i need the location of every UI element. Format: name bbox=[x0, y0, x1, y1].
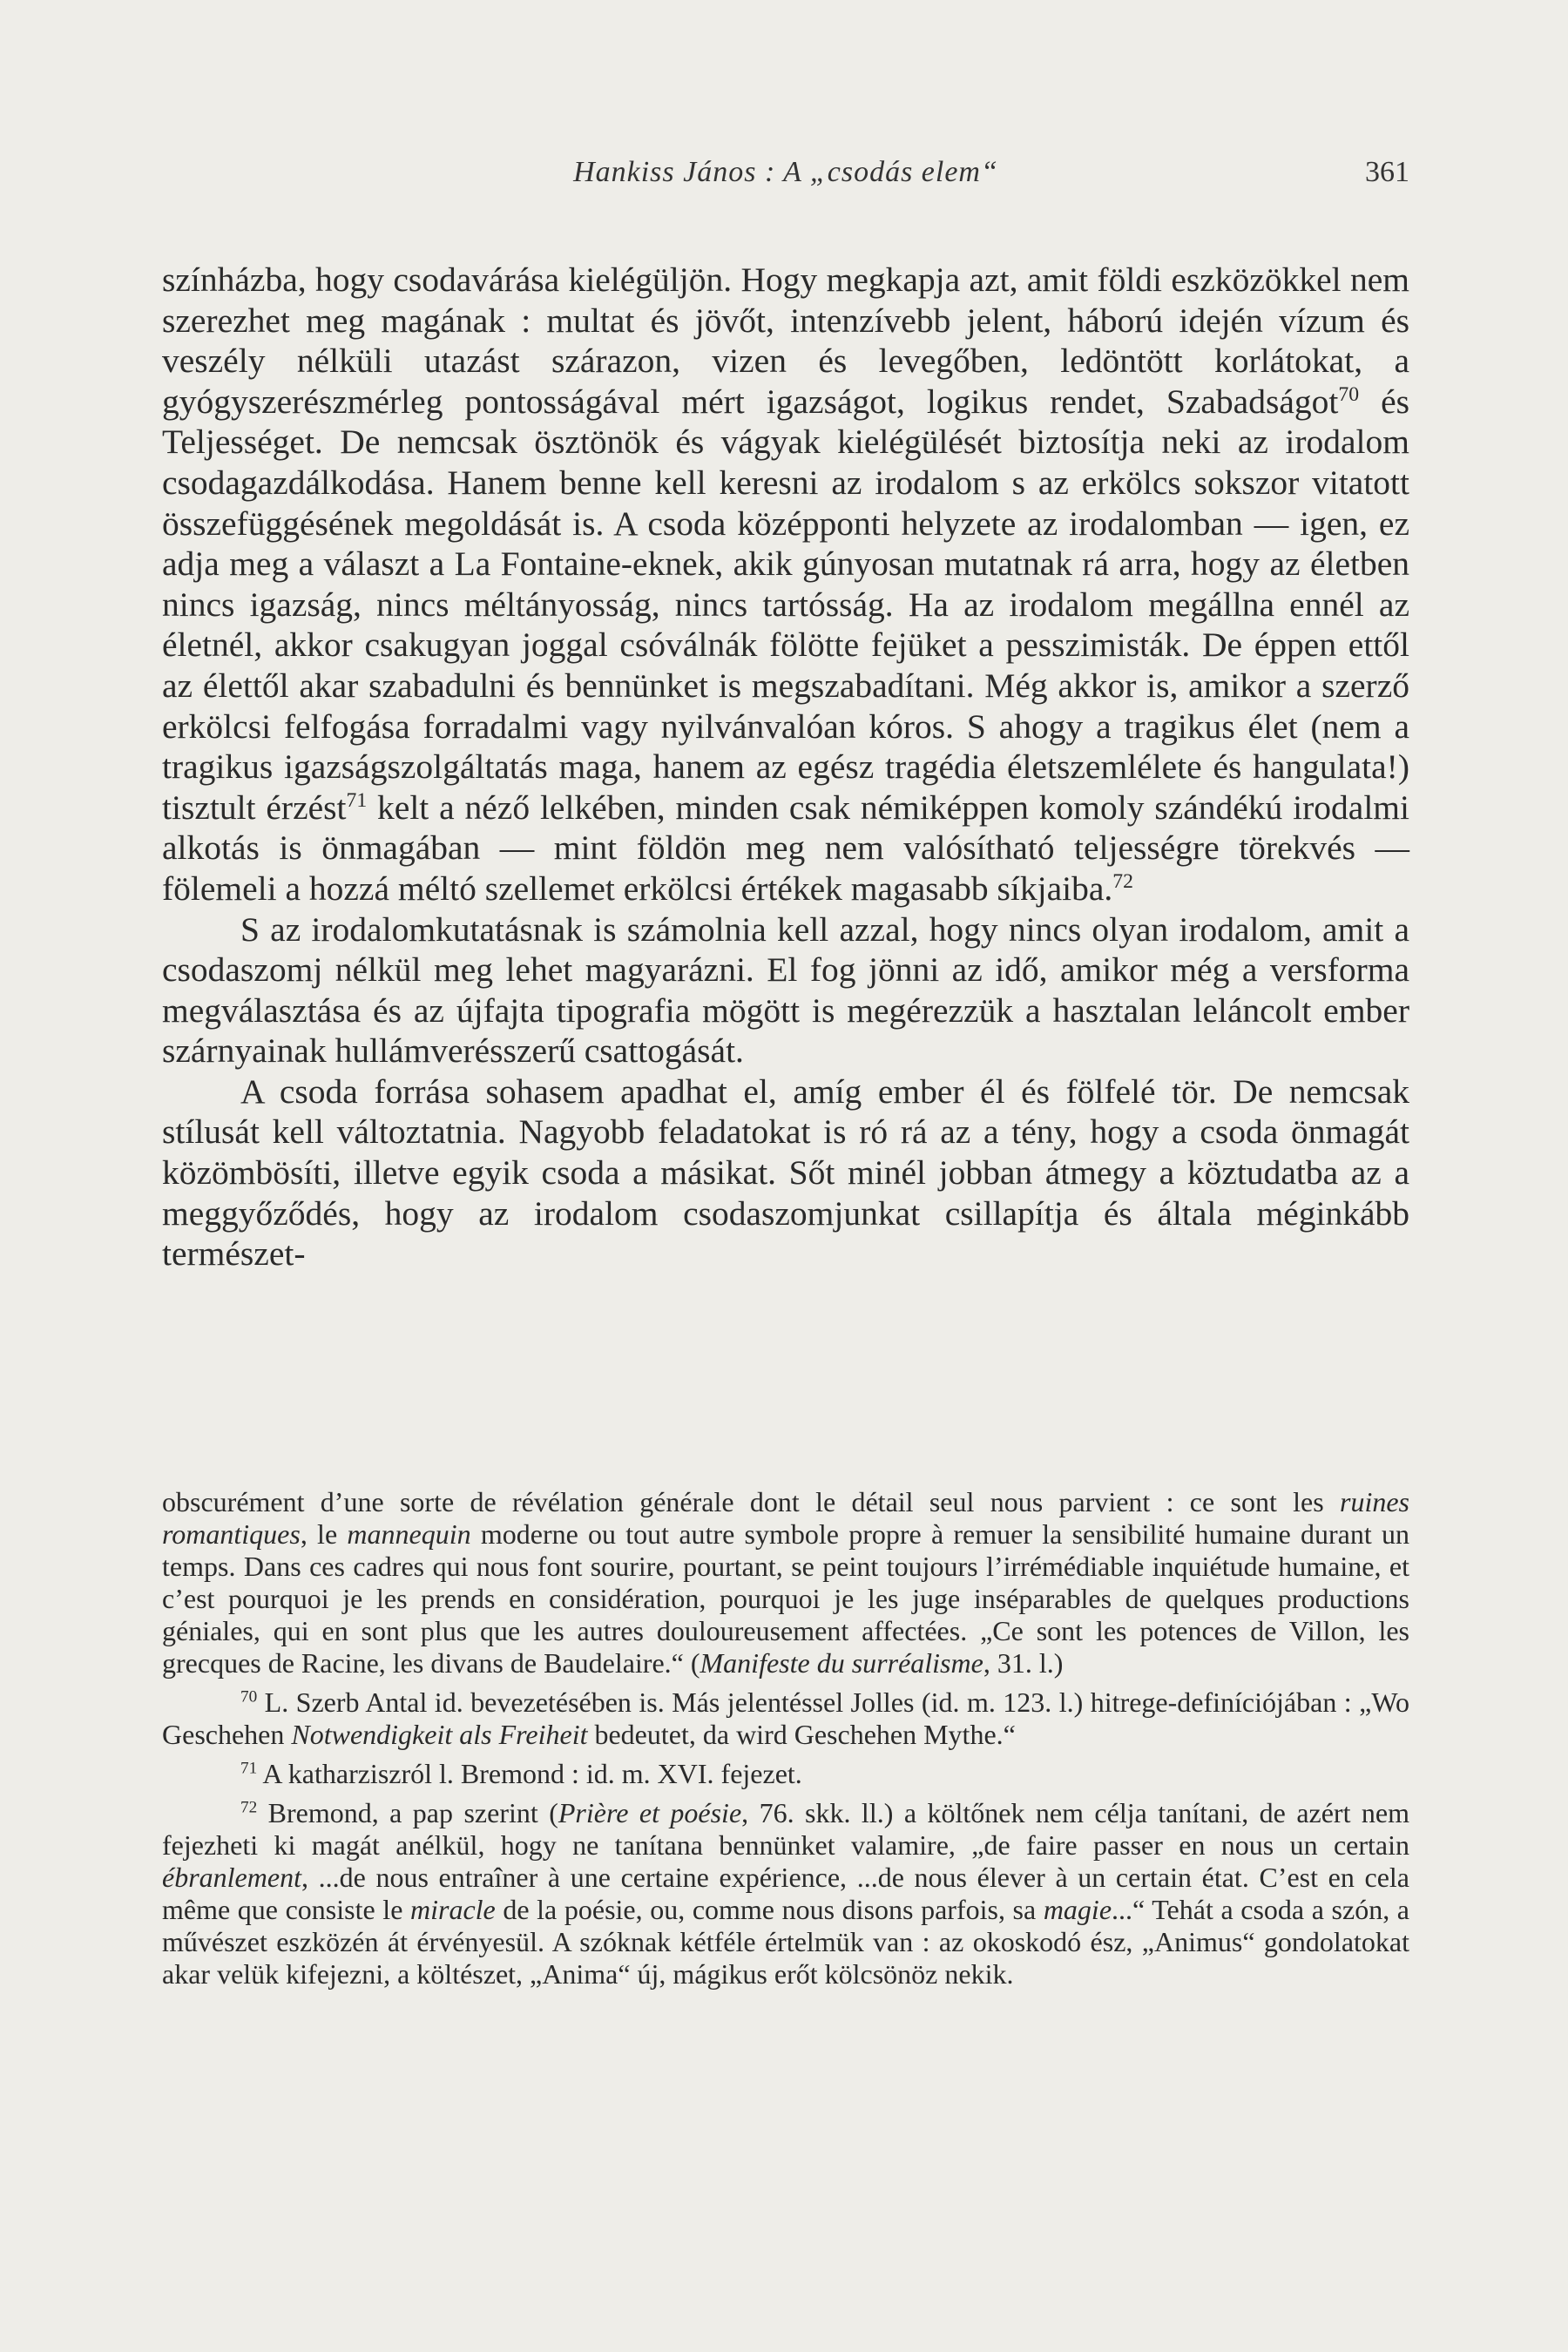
text-segment: színházba, hogy csodavárása kielégüljön. Hogy megkapja azt, amit földi eszközökkel nem szerezhet meg magának : multat és jövőt, intenzívebb jelent, háború idején vízum és veszély nélküli utazást szárazon, vizen és levegőben, ledöntött korlátokat, a gyógyszerészmérleg pontosságával mért igazságot, logikus rendet, Szabadságot bbox=[162, 260, 1409, 421]
italic-segment: mannequin bbox=[347, 1518, 471, 1550]
text-segment: , le bbox=[300, 1518, 348, 1550]
footnotes bbox=[162, 1486, 1409, 1997]
footnote-ref-70: 70 bbox=[1338, 382, 1360, 406]
italic-segment: Manifeste du surréalisme bbox=[700, 1647, 983, 1679]
text-segment: Bremond, a pap szerint ( bbox=[257, 1797, 558, 1828]
footnote-number: 71 bbox=[240, 1759, 258, 1778]
text-segment: , 31. l.) bbox=[983, 1647, 1064, 1679]
text-segment: , ...de nous entraîner à une certaine expérience, ...de nous élever à un certain état. C’est en cela même que consiste le bbox=[162, 1862, 1409, 1925]
text-segment: L. Szerb Antal id. bevezetésében is. Más jelentéssel Jolles (id. m. 123. l.) hitrege-definíciójában : „Wo Geschehen bbox=[162, 1686, 1409, 1750]
italic-segment: ruines romantiques bbox=[162, 1486, 1409, 1550]
text-segment: de la poésie, ou, comme nous disons parfois, sa bbox=[495, 1894, 1044, 1925]
italic-segment: magie bbox=[1043, 1894, 1112, 1925]
text-segment: , 76. skk. ll.) a költőnek nem célja tanítani, de azért nem fejezheti ki magát anélkül, hogy ne tanítana bennünket valamire, „de faire passer en nous un certain bbox=[162, 1797, 1410, 1861]
paragraph-1 bbox=[162, 260, 1409, 909]
footnote-number: 72 bbox=[240, 1798, 258, 1817]
footnote-72 bbox=[162, 1797, 1409, 1990]
text-segment: ...“ Tehát a csoda a szón, a művészet eszközén át érvényesül. A szóknak kétféle értelmük van : az okoskodó ész, „Animus“ gondolatokat akar velük kifejezni, a költészet, „Anima“ új, mágikus erőt kölcsönöz nekik. bbox=[162, 1894, 1410, 1990]
text-segment: kelt a néző lelkében, minden csak némiképpen komoly szándékú irodalmi alkotás is önmagában — mint földön meg nem valósítható teljességre törekvés — fölemeli a hozzá méltó szellemet erkölcsi értékek magasabb síkjaiba. bbox=[162, 787, 1409, 908]
text-segment: obscurément d’une sorte de révélation générale dont le détail seul nous parvient : ce sont les bbox=[162, 1486, 1340, 1517]
footnote-71 bbox=[162, 1758, 1409, 1790]
text-segment: moderne ou tout autre symbole propre à remuer la sensibilité humaine durant un temps. Dans ces cadres qui nous font sourire, pourtant, se peint toujours l’irrémédiable inquiétude humaine, et c’est pourquoi je les prends en considération, pourquoi je les juge inséparables de quelques productions géniales, qui en sont plus que les autres douloureusement affectées. „Ce sont les potences de Villon, les grecques de Racine, les divans de Baudelaire.“ ( bbox=[162, 1518, 1410, 1679]
italic-segment: miracle bbox=[410, 1894, 496, 1925]
footnote-70 bbox=[162, 1686, 1409, 1751]
running-title: Hankiss János : A „csodás elem“ bbox=[573, 156, 998, 188]
page-header bbox=[162, 151, 1409, 203]
italic-segment: ébranlement bbox=[162, 1862, 301, 1893]
text-segment: és Teljességet. De nemcsak ösztönök és vágyak kielégülését biztosítja neki az irodalom csodagazdálkodása. Hanem benne kell keresni az irodalom s az erkölcs sokszor vitatott összefüggésének megoldását is. A csoda középponti helyzete az irodalomban — igen, ez adja meg a választ a La Fontaine-eknek, akik gúnyosan mutatnak rá arra, hogy az életben nincs igazság, nincs méltányosság, nincs tartósság. Ha az irodalom megállna ennél az életnél, akkor csakugyan joggal csóválnák fölötte fejüket a pesszimisták. De éppen ettől az élettől akar szabadulni és bennünket is megszabadítani. Még akkor is, amikor a szerző erkölcsi felfogása forradalmi vagy nyilvánvalóan kóros. S ahogy a tragikus élet (nem a tragikus igazságszolgáltatás maga, hanem az egész tragédia életszemlélete és hangulata!) tisztult érzést bbox=[162, 382, 1409, 827]
footnote-ref-71: 71 bbox=[346, 788, 368, 812]
paragraph-3: A csoda forrása sohasem apadhat el, amíg ember él és fölfelé tör. De nemcsak stílusát kell változtatnia. Nagyobb feladatokat is ró rá az a tény, hogy a csoda önmagát közömbösíti, illetve egyik csoda a másikat. Sőt minél jobban átmegy a köztudatba az a meggyőződés, hogy az irodalom csodaszomjunkat csillapítja és általa méginkább természet- bbox=[162, 1071, 1409, 1274]
main-text bbox=[162, 260, 1409, 1274]
page-number: 361 bbox=[1365, 156, 1409, 188]
footnote-number: 70 bbox=[240, 1687, 258, 1707]
italic-segment: Notwendigkeit als Freiheit bbox=[291, 1719, 588, 1750]
text-segment: A katharziszról l. Bremond : id. m. XVI. fejezet. bbox=[257, 1758, 802, 1789]
footnote-continuation bbox=[162, 1486, 1409, 1680]
text-segment: bedeutet, da wird Geschehen Mythe.“ bbox=[587, 1719, 1016, 1750]
paragraph-2: S az irodalomkutatásnak is számolnia kell azzal, hogy nincs olyan irodalom, amit a csodaszomj nélkül meg lehet magyarázni. El fog jönni az idő, amikor még a versforma megválasztása és az újfajta tipografia mögött is megérezzük a hasztalan leláncolt ember szárnyainak hullámverésszerű csattogását. bbox=[162, 909, 1409, 1071]
footnote-ref-72: 72 bbox=[1112, 869, 1133, 893]
italic-segment: Prière et poésie bbox=[558, 1797, 742, 1828]
